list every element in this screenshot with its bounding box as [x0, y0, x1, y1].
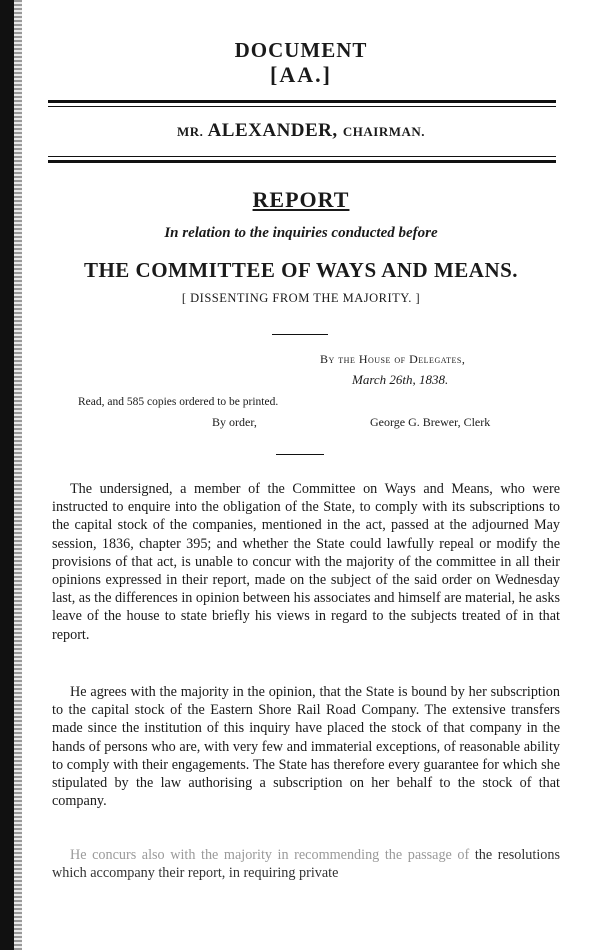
dissent-note: [ DISSENTING FROM THE MAJORITY. ] — [181, 291, 421, 305]
document-code: [AA.] — [270, 62, 332, 87]
body-paragraph-3-faded-line: He concurs also with the majority in recommending the passage of — [70, 847, 470, 863]
document-page — [40, 0, 562, 950]
body-paragraph-3 — [52, 846, 560, 882]
top-rule-thick — [48, 100, 556, 103]
committee-name: THE COMMITTEE OF WAYS AND MEANS. — [83, 258, 519, 282]
report-title: REPORT — [252, 187, 350, 212]
title-divider — [272, 334, 328, 335]
book-spine-shadow — [14, 0, 22, 950]
clerk-name: George G. Brewer, Clerk — [370, 415, 491, 429]
report-subtitle: In relation to the inquiries conducted before — [164, 225, 438, 241]
book-spine-edge — [0, 0, 14, 950]
report-date: March 26th, 1838. — [352, 372, 449, 387]
chairman-prefix: MR. — [176, 124, 204, 139]
body-paragraph-1: The undersigned, a member of the Committee on Ways and Means, who were instructed to enquire into the obligation of the State, to comply with its subscriptions to the capital stock of the companies, mentioned in the act, passed at the adjourned May session, 1836, chapter 395; and whether the State could lawfully repeal or modify the provisions of that act, is unable to concur with the majority of the committee in all their opinions expressed in their report, made on the subject of the said order on Wednesday last, as the differences in opinion between his associates and himself are material, he asks leave of the house to state briefly his views in regard to the subjects treated of in that report. — [52, 481, 560, 643]
chairman-name: ALEXANDER, — [207, 120, 338, 141]
chairman-role: CHAIRMAN. — [342, 124, 426, 139]
chairman-rule-thin — [48, 156, 556, 157]
chairman-line — [40, 120, 562, 142]
top-rule-thin — [48, 106, 556, 107]
by-house-line: By the House of Delegates, — [320, 352, 466, 366]
body-paragraph-3-line: the resolutions which accompany their report, in requiring private — [52, 847, 560, 882]
imprint-divider — [276, 454, 324, 455]
by-order-label: By order, — [212, 415, 257, 429]
document-label: DOCUMENT — [234, 38, 368, 62]
chairman-rule-thick — [48, 160, 556, 163]
read-order-line: Read, and 585 copies ordered to be printed. — [78, 396, 279, 408]
body-paragraph-2: He agrees with the majority in the opinion, that the State is bound by her subscription to the capital stock of the Eastern Shore Rail Road Company. The extensive transfers made since the institution of this inquiry have placed the stock of that company in the hands of persons who are, with very few and immaterial exceptions, of reasonable ability to comply with their engagements. The State has therefore every guarantee for which she stipulated by the law authorising a subscription on her behalf to the stock of that company. — [52, 684, 560, 810]
